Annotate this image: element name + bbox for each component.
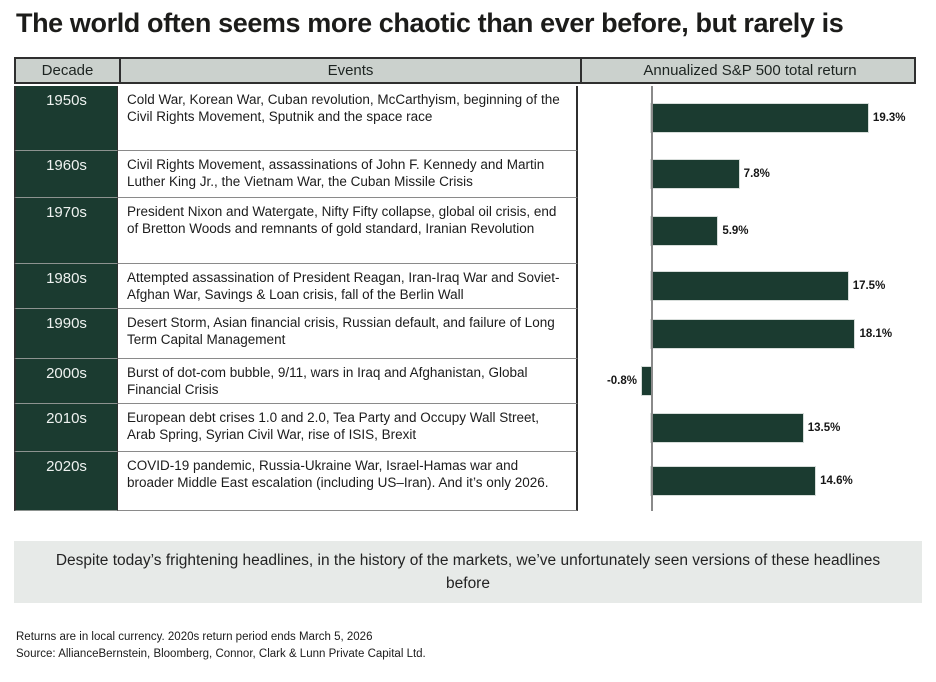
return-bar — [651, 467, 815, 495]
events-cell: President Nixon and Watergate, Nifty Fifty collapse, global oil crisis, end of Bretton Woods and remnants of gold standard, Iranian Revolution — [117, 198, 578, 264]
bar-row — [578, 151, 922, 198]
footnotes — [16, 629, 936, 662]
events-cell: Desert Storm, Asian financial crisis, Russian default, and failure of Long Term Capital Management — [117, 309, 578, 359]
bar-row — [578, 309, 922, 359]
bar-value-label: 18.1% — [859, 327, 893, 340]
bar-value-label: 17.5% — [852, 280, 886, 293]
events-cell: COVID-19 pandemic, Russia-Ukraine War, Israel-Hamas war and broader Middle East escalation (including US–Iran). And it’s only 2026. — [117, 452, 578, 511]
return-bar — [651, 414, 803, 442]
chart-axis — [651, 86, 653, 511]
return-bar — [651, 217, 717, 245]
decade-cell: 2010s — [14, 404, 117, 452]
return-bar — [651, 272, 848, 300]
bar-value-label: 19.3% — [872, 112, 906, 125]
column-header-events: Events — [119, 59, 580, 82]
bar-value-label: 7.8% — [743, 168, 770, 181]
footnote-source: Source: AllianceBernstein, Bloomberg, Connor, Clark & Lunn Private Capital Ltd. — [16, 647, 426, 660]
bar-value-label: -0.8% — [606, 375, 637, 388]
bar-value-label: 14.6% — [820, 475, 853, 488]
events-cell: Cold War, Korean War, Cuban revolution, McCarthyism, beginning of the Civil Rights Movement, Sputnik and the space race — [117, 86, 578, 151]
bar-row — [578, 359, 922, 404]
bar-row — [578, 264, 922, 309]
return-bar — [651, 160, 739, 188]
return-bar — [642, 367, 651, 395]
bar-value-label: 13.5% — [807, 421, 841, 434]
decade-cell: 1950s — [14, 86, 117, 151]
events-cell: Burst of dot-com bubble, 9/11, wars in Iraq and Afghanistan, Global Financial Crisis — [117, 359, 578, 404]
table-header-row — [14, 57, 916, 84]
bar-row — [578, 404, 922, 452]
bar-row — [578, 452, 922, 511]
decade-cell: 1980s — [14, 264, 117, 309]
bar-row — [578, 198, 922, 264]
events-cell: Attempted assassination of President Reagan, Iran-Iraq War and Soviet-Afghan War, Savings & Loan crisis, fall of the Berlin Wall — [117, 264, 578, 309]
events-cell: European debt crises 1.0 and 2.0, Tea Party and Occupy Wall Street, Arab Spring, Syrian Civil War, rise of ISIS, Brexit — [117, 404, 578, 452]
footnote-returns: Returns are in local currency. 2020s return period ends March 5, 2026 — [16, 631, 373, 644]
decade-cell: 1990s — [14, 309, 117, 359]
decade-cell: 1960s — [14, 151, 117, 198]
decade-cell: 1970s — [14, 198, 117, 264]
callout-banner: Despite today’s frightening headlines, in the history of the markets, we’ve unfortunately seen versions of these headlines before — [14, 541, 922, 604]
bar-value-label: 5.9% — [722, 224, 749, 237]
events-cell: Civil Rights Movement, assassinations of John F. Kennedy and Martin Luther King Jr., the Vietnam War, the Cuban Missile Crisis — [117, 151, 578, 198]
decade-cell: 2000s — [14, 359, 117, 404]
column-header-decade: Decade — [41, 61, 94, 79]
page-title: The world often seems more chaotic than ever before, but rarely is — [16, 8, 844, 38]
bar-row — [578, 86, 922, 151]
decade-cell: 2020s — [14, 452, 117, 511]
column-header-return: Annualized S&P 500 total return — [580, 59, 918, 82]
table-body — [14, 86, 922, 511]
return-bar — [651, 104, 868, 132]
decade-events-grid — [14, 86, 922, 511]
return-bar — [651, 320, 854, 348]
